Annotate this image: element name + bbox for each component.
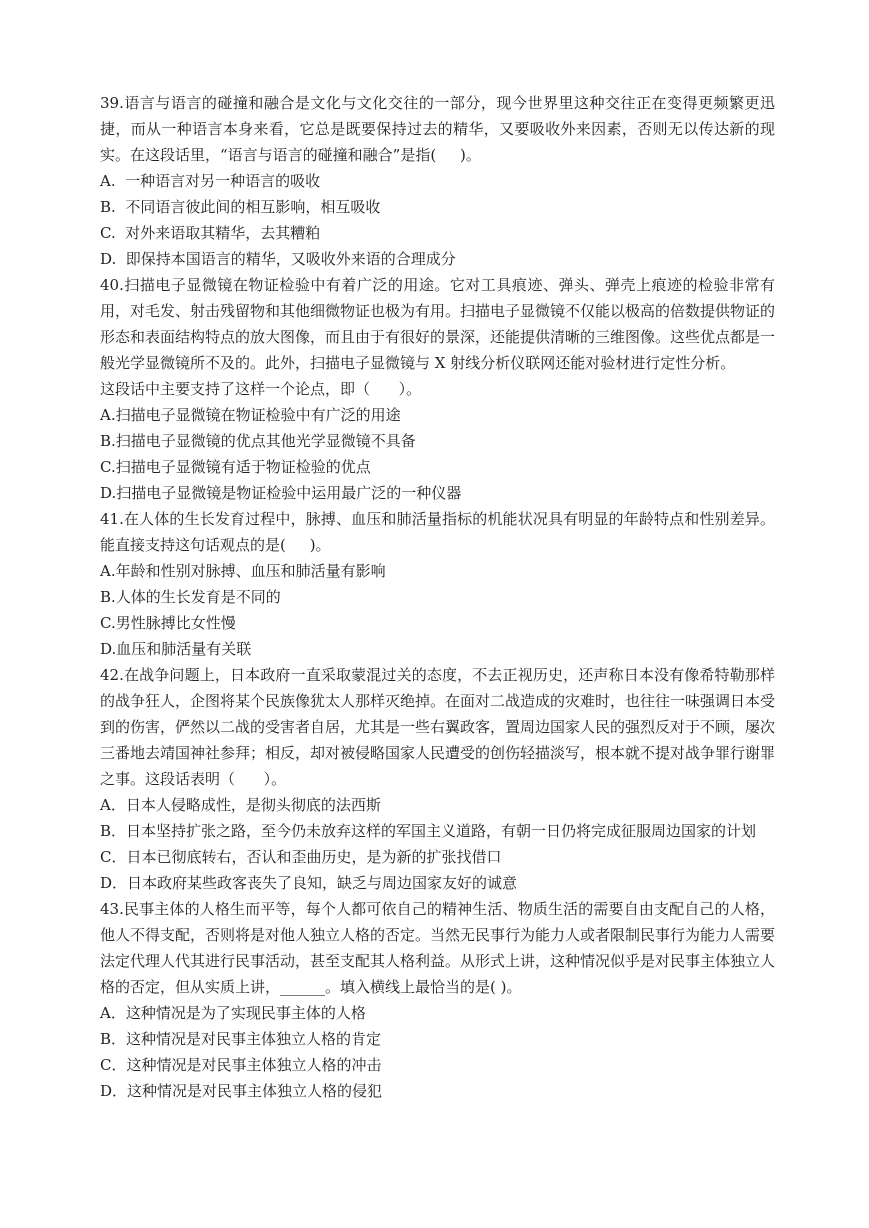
question-stem: 43.民事主体的人格生而平等，每个人都可依自己的精神生活、物质生活的需要自由支配自己的人格，他人不得支配，否则将是对他人独立人格的否定。当然无民事行为能力人或者限制民事行为能力人需要法定代理人代其进行民事活动，甚至支配其人格利益。从形式上讲，这种情况似乎是对民事主体独立人格的否定，但从实质上讲，______。填入横线上最恰当的是( )。 xyxy=(100,900,776,996)
option-b: B.扫描电子显微镜的优点其他光学显微镜不具备 xyxy=(100,432,416,450)
question-41 xyxy=(100,506,775,662)
option-b: B. 不同语言彼此间的相互影响，相互吸收 xyxy=(100,198,381,216)
question-stem: 42.在战争问题上，日本政府一直采取蒙混过关的态度，不去正视历史，还声称日本没有像希特勒那样的战争狂人，企图将某个民族像犹太人那样灭绝掉。在面对二战造成的灾难时，也往往一味强调日本受到的伤害，俨然以二战的受害者自居，尤其是一些右翼政客，置周边国家人民的强烈反对于不顾，屡次三番地去靖国神社参拜；相反，却对被侵略国家人民遭受的创伤轻描淡写，根本就不提对战争罪行谢罪之事。这段话表明（ ）。 xyxy=(100,666,776,788)
option-a: A.扫描电子显微镜在物证检验中有广泛的用途 xyxy=(100,406,401,424)
question-stem: 40.扫描电子显微镜在物证检验中有着广泛的用途。它对工具痕迹、弹头、弹壳上痕迹的检验非常有用，对毛发、射击残留物和其他细微物证也极为有用。扫描电子显微镜不仅能以极高的倍数提供物证的形态和表面结构特点的放大图像，而且由于有很好的景深，还能提供清晰的三维图像。这些优点都是一般光学显微镜所不及的。此外，扫描电子显微镜与 X 射线分析仪联网还能对验材进行定性分析。 xyxy=(100,276,776,372)
document-page xyxy=(100,90,775,1104)
option-d: D.血压和肺活量有关联 xyxy=(100,640,252,658)
option-b: B．日本坚持扩张之路，至今仍未放弃这样的军国主义道路，有朝一日仍将完成征服周边国家的计划 xyxy=(100,822,757,840)
option-b: B．这种情况是对民事主体独立人格的肯定 xyxy=(100,1030,382,1048)
option-c: C. 对外来语取其精华，去其糟粕 xyxy=(100,224,321,242)
question-stem: 41.在人体的生长发育过程中，脉搏、血压和肺活量指标的机能状况具有明显的年龄特点和性别差异。能直接支持这句话观点的是( )。 xyxy=(100,510,775,554)
question-39 xyxy=(100,90,775,272)
option-a: A.年龄和性别对脉搏、血压和肺活量有影响 xyxy=(100,562,386,580)
option-d: D. 即保持本国语言的精华，又吸收外来语的合理成分 xyxy=(100,250,456,268)
option-d: D.扫描电子显微镜是物证检验中运用最广泛的一种仪器 xyxy=(100,484,462,502)
option-d: D．日本政府某些政客丧失了良知，缺乏与周边国家友好的诚意 xyxy=(100,874,518,892)
option-d: D．这种情况是对民事主体独立人格的侵犯 xyxy=(100,1082,383,1100)
option-c: C.扫描电子显微镜有适于物证检验的优点 xyxy=(100,458,371,476)
question-42 xyxy=(100,662,775,896)
question-stem: 39.语言与语言的碰撞和融合是文化与文化交往的一部分，现今世界里这种交往正在变得更频繁更迅捷，而从一种语言本身来看，它总是既要保持过去的精华，又要吸收外来因素，否则无以传达新的现实。在这段话里，“语言与语言的碰撞和融合”是指( )。 xyxy=(100,94,775,164)
option-a: A．日本人侵略成性，是彻头彻底的法西斯 xyxy=(100,796,381,814)
option-b: B.人体的生长发育是不同的 xyxy=(100,588,281,606)
option-c: C．这种情况是对民事主体独立人格的冲击 xyxy=(100,1056,382,1074)
question-43 xyxy=(100,896,775,1104)
option-a: A．这种情况是为了实现民事主体的人格 xyxy=(100,1004,366,1022)
option-c: C．日本已彻底转右，否认和歪曲历史，是为新的扩张找借口 xyxy=(100,848,502,866)
option-c: C.男性脉搏比女性慢 xyxy=(100,614,236,632)
question-prompt: 这段话中主要支持了这样一个论点，即（ ）。 xyxy=(100,380,422,398)
option-a: A. 一种语言对另一种语言的吸收 xyxy=(100,172,321,190)
question-40 xyxy=(100,272,775,506)
